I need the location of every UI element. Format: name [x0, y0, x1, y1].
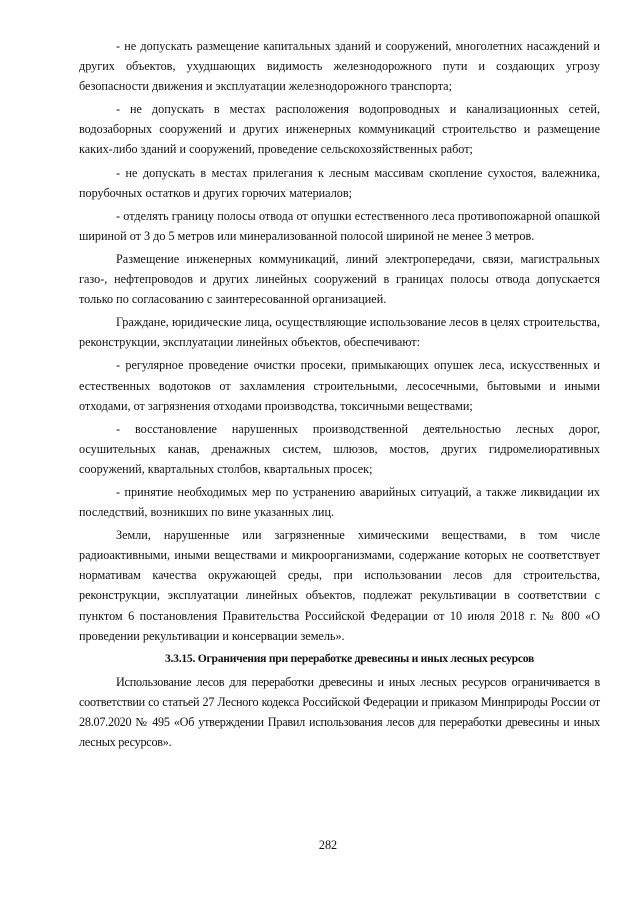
- paragraph-obligations-intro: Граждане, юридические лица, осуществляющие использование лесов в целях строительства, реконструкции, эксплуатации линейных объектов, обеспечивают:: [79, 315, 600, 350]
- paragraph-land-recultivation: Земли, нарушенные или загрязненные химическими веществами, в том числе радиоактивными, иными веществами и микроорганизмами, содержание которых не соответствует нормативам качества окружающей среды, при использовании лесов для строительства, реконструкции, эксплуатации линейных объектов, подлежат рекультивации в соответствии с пунктом 6 постановления Правительства Российской Федерации от 10 июля 2018 г. № 800 «О проведении рекультивации и консервации земель».: [79, 528, 600, 643]
- paragraph-fire-break: - отделять границу полосы отвода от опушки естественного леса противопожарной опашкой шириной от 3 до 5 метров или минерализованной полосой шириной не менее 3 метров.: [79, 208, 600, 243]
- document-page: [79, 36, 600, 755]
- paragraph-clearing-cleanup: - регулярное проведение очистки просеки, примыкающих опушек леса, искусственных и естественных водотоков от захламления строительными, лесосечными, бытовыми и иными отходами, от загрязнения отходами производства, токсичными веществами;: [79, 358, 600, 413]
- paragraph-railway-restrictions: - не допускать размещение капитальных зданий и сооружений, многолетних насаждений и других объектов, ухудшающих видимость железнодорожного пути и создающих угрозу безопасности движения и эксплуатации железнодорожного транспорта;: [79, 39, 600, 94]
- paragraph-road-restoration: - восстановление нарушенных производственной деятельностью лесных дорог, осушительных канав, дренажных систем, шлюзов, мостов, других гидромелиоративных сооружений, квартальных столбов, квартальных просек;: [79, 421, 600, 476]
- paragraph-emergency-measures: - принятие необходимых мер по устранению аварийных ситуаций, а также ликвидации их последствий, возникших по вине указанных лиц.: [79, 484, 600, 520]
- paragraph-combustible-materials: - не допускать в местах прилегания к лесным массивам скопление сухостоя, валежника, порубочных остатков и других горючих материалов;: [79, 165, 600, 200]
- paragraph-utility-networks: - не допускать в местах расположения водопроводных и канализационных сетей, водозаборных сооружений и других инженерных коммуникаций строительство и размещение каких-либо зданий и сооружений, проведение сельскохозяйственных работ;: [79, 102, 600, 157]
- page-number: 282: [318, 838, 338, 852]
- paragraph-wood-processing: Использование лесов для переработки древесины и иных лесных ресурсов ограничивается в соответствии со статьей 27 Лесного кодекса Российской Федерации и приказом Минприроды России от 28.07.2020 № 495 «Об утверждении Правил использования лесов для переработки древесины и иных лесных ресурсов».: [79, 674, 600, 749]
- paragraph-engineering-communications: Размещение инженерных коммуникаций, линий электропередачи, связи, магистральных газо-, нефтепроводов и других линейных сооружений в границах полосы отвода допускается только по согласованию с заинтересованной организацией.: [79, 251, 600, 307]
- section-heading: 3.3.15. Ограничения при переработке древесины и иных лесных ресурсов: [164, 651, 535, 665]
